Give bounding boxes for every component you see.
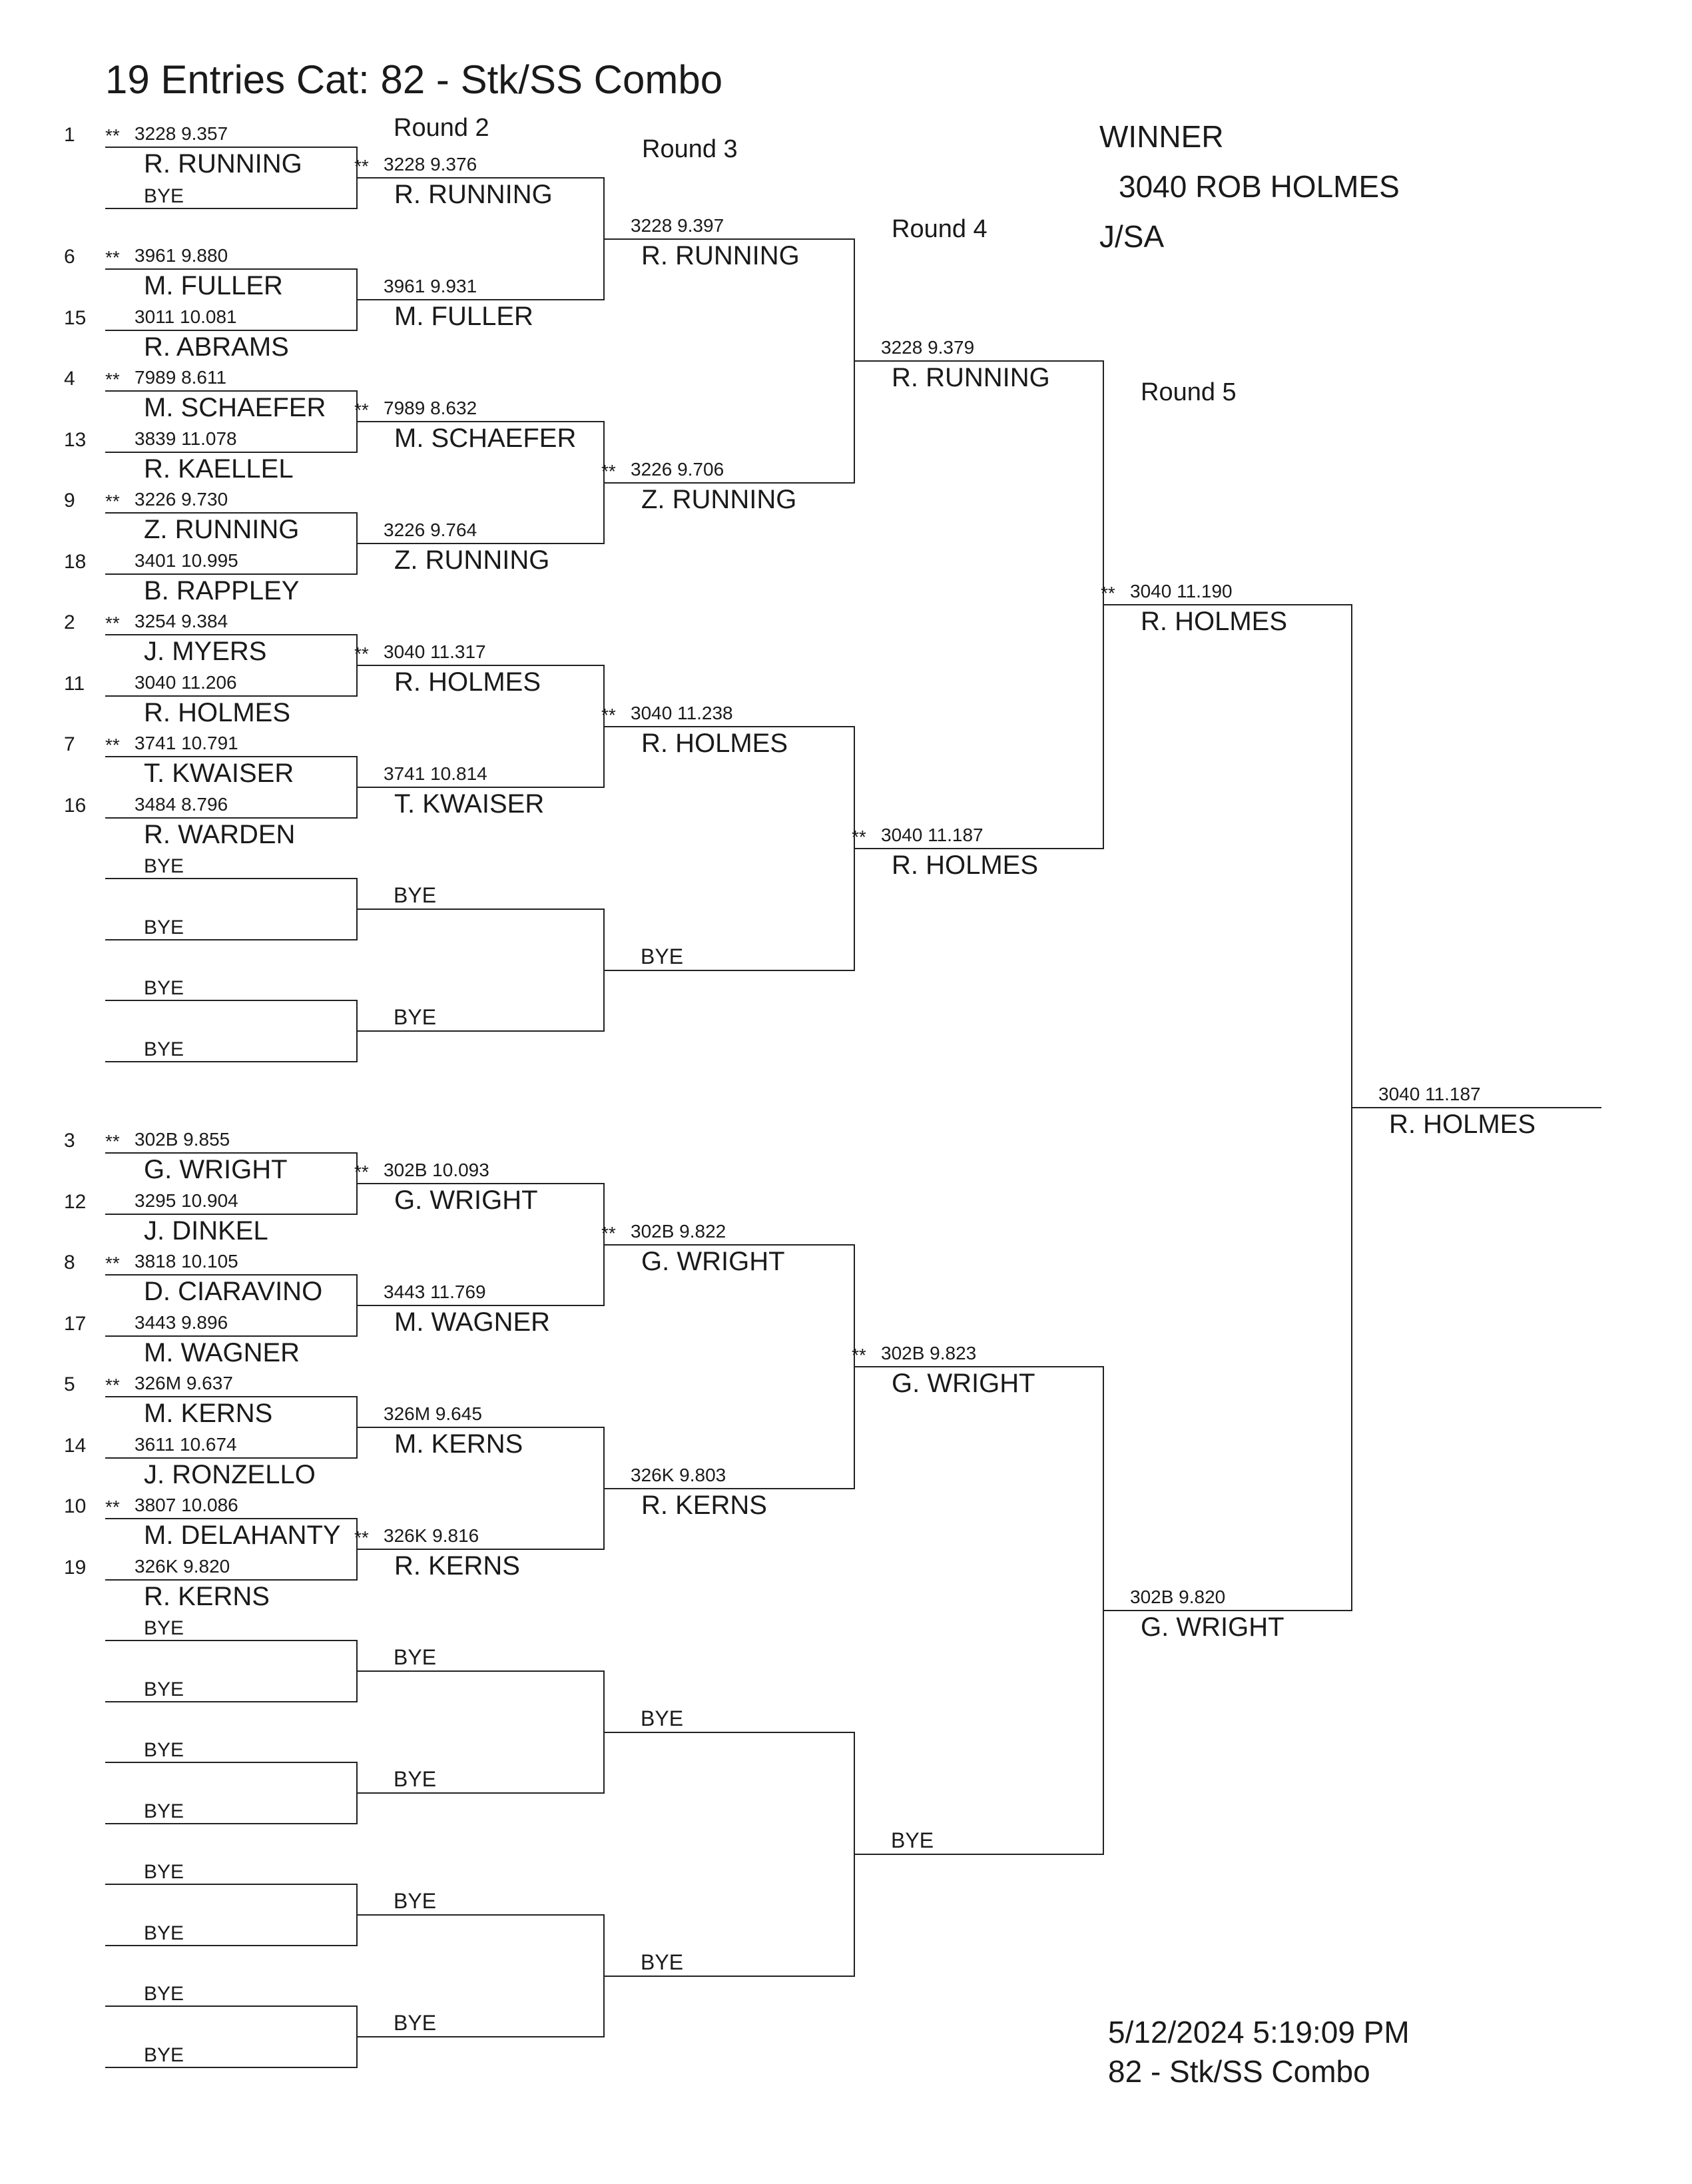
bracket-line <box>357 2036 604 2037</box>
round-3-header: Round 3 <box>642 135 738 163</box>
racer-name: Z. RUNNING <box>641 485 797 514</box>
bracket-line <box>1103 604 1352 605</box>
entry-time: 3226 9.706 <box>631 459 724 480</box>
racer-name: G. WRIGHT <box>892 1369 1035 1398</box>
bye-entry: BYE <box>891 1828 934 1852</box>
bracket-line <box>357 787 604 788</box>
racer-name: G. WRIGHT <box>394 1186 538 1215</box>
seed-number: 18 <box>64 551 87 573</box>
bracket-line <box>105 878 357 879</box>
seed-number: 10 <box>64 1495 87 1517</box>
bracket-line <box>105 1579 357 1581</box>
bracket-line <box>604 1976 854 1977</box>
bracket-line <box>357 299 604 300</box>
bracket-line <box>357 1305 604 1306</box>
entry-time: 326K 9.816 <box>384 1525 479 1546</box>
bracket-line <box>105 512 357 514</box>
entry-time: 302B 10.093 <box>384 1160 489 1180</box>
bye-entry: BYE <box>394 1645 437 1669</box>
bracket-line <box>357 1183 604 1184</box>
winner-name: 3040 ROB HOLMES <box>1119 169 1400 204</box>
bracket-line <box>357 543 604 544</box>
bracket-line <box>105 1214 357 1215</box>
bracket-line <box>105 1518 357 1519</box>
entry-time: 3818 10.105 <box>135 1251 238 1272</box>
entry-time: 3443 9.896 <box>135 1312 228 1333</box>
bracket-line <box>105 2067 357 2068</box>
bracket-line <box>854 1366 1103 1367</box>
racer-name: T. KWAISER <box>144 759 294 788</box>
entry-time: 7989 8.611 <box>135 367 227 388</box>
round-2-header: Round 2 <box>394 114 489 142</box>
bracket-line <box>854 360 1103 362</box>
round-4-header: Round 4 <box>892 215 987 243</box>
racer-name: M. WAGNER <box>144 1338 300 1367</box>
racer-name: M. FULLER <box>144 271 283 300</box>
bye-entry: BYE <box>144 1861 184 1883</box>
bracket-line <box>604 1244 854 1246</box>
bracket-line <box>105 1274 357 1275</box>
bracket-line <box>105 1945 357 1946</box>
bracket-line <box>105 452 357 453</box>
bye-entry: BYE <box>144 977 184 999</box>
winner-class: J/SA <box>1099 219 1165 254</box>
bracket-line <box>105 330 357 331</box>
bye-entry: BYE <box>394 1889 437 1913</box>
seed-number: 13 <box>64 429 87 451</box>
bracket-line <box>854 848 1103 849</box>
racer-name: T. KWAISER <box>394 789 545 819</box>
qualifier-mark: ** <box>105 369 120 390</box>
seed-number: 19 <box>64 1557 87 1579</box>
bracket-line <box>357 1792 604 1794</box>
seed-number: 7 <box>64 733 75 755</box>
bracket-line <box>105 1884 357 1885</box>
bye-entry: BYE <box>144 916 184 938</box>
entry-time: 326M 9.637 <box>135 1373 233 1393</box>
entry-time: 3040 11.206 <box>135 672 237 693</box>
bracket-line <box>854 1854 1103 1855</box>
entry-time: 302B 9.855 <box>135 1129 230 1150</box>
racer-name: M. KERNS <box>394 1429 523 1459</box>
bracket-line <box>105 1000 357 1001</box>
bracket-line <box>357 177 604 179</box>
bracket-line <box>357 1914 604 1916</box>
qualifier-mark: ** <box>1101 583 1115 603</box>
racer-name: J. RONZELLO <box>144 1460 316 1489</box>
entry-time: 3040 11.238 <box>631 703 733 723</box>
entry-time: 326K 9.820 <box>135 1556 230 1577</box>
seed-number: 2 <box>64 611 75 633</box>
entry-time: 3961 9.931 <box>384 276 477 296</box>
qualifier-mark: ** <box>105 491 120 512</box>
bye-entry: BYE <box>394 883 437 907</box>
bye-entry: BYE <box>144 2044 184 2066</box>
bye-entry: BYE <box>144 1983 184 2005</box>
entry-time: 3295 10.904 <box>135 1190 238 1211</box>
seed-number: 15 <box>64 307 87 329</box>
racer-name: M. DELAHANTY <box>144 1521 341 1550</box>
qualifier-mark: ** <box>105 1253 120 1274</box>
bracket-line <box>105 634 357 635</box>
bracket-line <box>105 817 357 819</box>
bye-entry: BYE <box>144 1922 184 1944</box>
racer-name: J. MYERS <box>144 637 267 666</box>
entry-time: 3040 11.187 <box>881 825 984 845</box>
bracket-line <box>604 1732 854 1733</box>
seed-number: 8 <box>64 1252 75 1274</box>
seed-number: 12 <box>64 1191 87 1213</box>
bye-entry: BYE <box>641 944 684 968</box>
racer-name: Z. RUNNING <box>144 515 300 544</box>
seed-number: 4 <box>64 368 75 390</box>
racer-name: M. SCHAEFER <box>144 393 326 422</box>
bracket-line <box>604 970 854 971</box>
bracket-line <box>105 147 357 148</box>
bye-entry: BYE <box>394 2011 437 2035</box>
qualifier-mark: ** <box>354 156 369 177</box>
entry-time: 3484 8.796 <box>135 794 228 815</box>
seed-number: 9 <box>64 490 75 512</box>
bye-entry: BYE <box>144 855 184 877</box>
entry-time: 3226 9.764 <box>384 520 477 540</box>
bracket-line <box>357 1549 604 1550</box>
qualifier-mark: ** <box>105 125 120 146</box>
entry-time: 302B 9.822 <box>631 1221 726 1242</box>
entry-time: 3254 9.384 <box>135 611 228 631</box>
racer-name: R. KAELLEL <box>144 454 294 484</box>
bracket-line <box>105 390 357 392</box>
bracket-line <box>105 1823 357 1824</box>
entry-time: 3741 10.814 <box>384 763 487 784</box>
bracket-line <box>105 2005 357 2007</box>
racer-name: R. ABRAMS <box>144 332 289 362</box>
bracket-line <box>604 726 854 727</box>
bye-entry: BYE <box>394 1767 437 1791</box>
racer-name: R. HOLMES <box>1141 607 1288 636</box>
bracket-line <box>357 1427 604 1428</box>
bye-entry: BYE <box>144 1739 184 1761</box>
bye-entry: BYE <box>144 1678 184 1700</box>
bracket-line <box>105 939 357 940</box>
bracket-line <box>105 1335 357 1337</box>
seed-number: 11 <box>64 673 85 695</box>
entry-time: 3228 9.357 <box>135 123 228 144</box>
entry-time: 3401 10.995 <box>135 550 238 571</box>
entry-time: 326M 9.645 <box>384 1403 482 1424</box>
racer-name: R. KERNS <box>394 1551 520 1581</box>
bracket-line <box>1103 1610 1352 1611</box>
racer-name: R. HOLMES <box>892 851 1039 880</box>
qualifier-mark: ** <box>105 613 120 633</box>
racer-name: M. WAGNER <box>394 1307 551 1337</box>
racer-name: R. HOLMES <box>641 729 788 758</box>
entry-time: 3839 11.078 <box>135 428 237 449</box>
racer-name: R. RUNNING <box>144 149 302 179</box>
entry-time: 3741 10.791 <box>135 733 238 753</box>
entry-time: 3443 11.769 <box>384 1281 486 1302</box>
bracket-line <box>105 1457 357 1459</box>
entry-time: 3011 10.081 <box>135 306 237 327</box>
qualifier-mark: ** <box>354 1527 369 1548</box>
seed-number: 3 <box>64 1130 75 1152</box>
bracket-line <box>105 1701 357 1702</box>
bracket-line <box>105 573 357 575</box>
bracket-line <box>105 1396 357 1397</box>
racer-name: R. RUNNING <box>641 241 800 270</box>
racer-name: R. HOLMES <box>394 667 541 697</box>
bracket-line <box>1352 1107 1601 1108</box>
entry-time: 3228 9.379 <box>881 337 975 358</box>
seed-number: 17 <box>64 1313 87 1335</box>
seed-number: 6 <box>64 246 75 268</box>
bye-entry: BYE <box>394 1005 437 1029</box>
entry-time: 3040 11.317 <box>384 641 486 662</box>
entry-time: 3040 11.187 <box>1378 1084 1481 1104</box>
footer-timestamp: 5/12/2024 5:19:09 PM <box>1108 2015 1410 2049</box>
qualifier-mark: ** <box>105 1131 120 1152</box>
qualifier-mark: ** <box>105 735 120 755</box>
bracket-line <box>357 1030 604 1032</box>
racer-name: J. DINKEL <box>144 1216 268 1246</box>
qualifier-mark: ** <box>601 1223 616 1244</box>
entry-time: 302B 9.820 <box>1130 1587 1226 1607</box>
bye-entry: BYE <box>144 185 184 207</box>
racer-name: R. KERNS <box>144 1582 270 1611</box>
entry-time: 326K 9.803 <box>631 1465 726 1485</box>
seed-number: 1 <box>64 124 75 146</box>
entry-time: 3807 10.086 <box>135 1495 238 1515</box>
racer-name: R. RUNNING <box>892 363 1050 392</box>
qualifier-mark: ** <box>105 247 120 268</box>
bracket-line <box>357 665 604 666</box>
racer-name: R. WARDEN <box>144 820 296 849</box>
racer-name: R. KERNS <box>641 1491 767 1520</box>
entry-time: 3040 11.190 <box>1130 581 1233 601</box>
bracket-line <box>105 695 357 697</box>
qualifier-mark: ** <box>852 1345 866 1365</box>
bracket-line <box>604 238 854 240</box>
bye-entry: BYE <box>144 1038 184 1060</box>
page-title: 19 Entries Cat: 82 - Stk/SS Combo <box>105 57 723 102</box>
bracket-line <box>357 421 604 422</box>
racer-name: R. RUNNING <box>394 180 553 209</box>
seed-number: 5 <box>64 1373 75 1395</box>
racer-name: Z. RUNNING <box>394 546 550 575</box>
racer-name: B. RAPPLEY <box>144 576 300 605</box>
qualifier-mark: ** <box>354 400 369 420</box>
racer-name: R. HOLMES <box>144 698 291 727</box>
qualifier-mark: ** <box>105 1375 120 1395</box>
racer-name: R. HOLMES <box>1389 1110 1536 1139</box>
bye-entry: BYE <box>144 1617 184 1639</box>
bracket-line <box>357 909 604 910</box>
qualifier-mark: ** <box>105 1497 120 1517</box>
racer-name: G. WRIGHT <box>1141 1613 1284 1642</box>
bracket-line <box>105 1061 357 1062</box>
racer-name: M. KERNS <box>144 1399 273 1428</box>
bracket-line <box>604 482 854 484</box>
entry-time: 7989 8.632 <box>384 398 477 418</box>
seed-number: 14 <box>64 1435 87 1457</box>
racer-name: G. WRIGHT <box>641 1247 785 1276</box>
qualifier-mark: ** <box>601 705 616 725</box>
entry-time: 302B 9.823 <box>881 1343 977 1363</box>
bracket-line <box>105 756 357 757</box>
qualifier-mark: ** <box>852 827 866 847</box>
bye-entry: BYE <box>641 1950 684 1974</box>
bracket-line <box>357 1670 604 1672</box>
seed-number: 16 <box>64 795 87 817</box>
bracket-line <box>105 1640 357 1641</box>
bye-entry: BYE <box>641 1706 684 1730</box>
qualifier-mark: ** <box>601 461 616 482</box>
bracket-line <box>604 1488 854 1489</box>
racer-name: G. WRIGHT <box>144 1155 288 1184</box>
bracket-line <box>105 268 357 270</box>
entry-time: 3961 9.880 <box>135 245 228 266</box>
bracket-line <box>105 1762 357 1763</box>
qualifier-mark: ** <box>354 1162 369 1182</box>
bracket-line <box>105 208 357 209</box>
winner-label: WINNER <box>1099 119 1224 154</box>
entry-time: 3611 10.674 <box>135 1434 237 1455</box>
entry-time: 3226 9.730 <box>135 489 228 510</box>
round-5-header: Round 5 <box>1141 378 1237 406</box>
bye-entry: BYE <box>144 1800 184 1822</box>
footer-category: 82 - Stk/SS Combo <box>1108 2054 1370 2089</box>
entry-time: 3228 9.397 <box>631 215 724 236</box>
bracket-line <box>105 1152 357 1154</box>
racer-name: D. CIARAVINO <box>144 1277 323 1306</box>
racer-name: M. SCHAEFER <box>394 424 577 453</box>
entry-time: 3228 9.376 <box>384 154 477 175</box>
qualifier-mark: ** <box>354 643 369 664</box>
racer-name: M. FULLER <box>394 302 533 331</box>
